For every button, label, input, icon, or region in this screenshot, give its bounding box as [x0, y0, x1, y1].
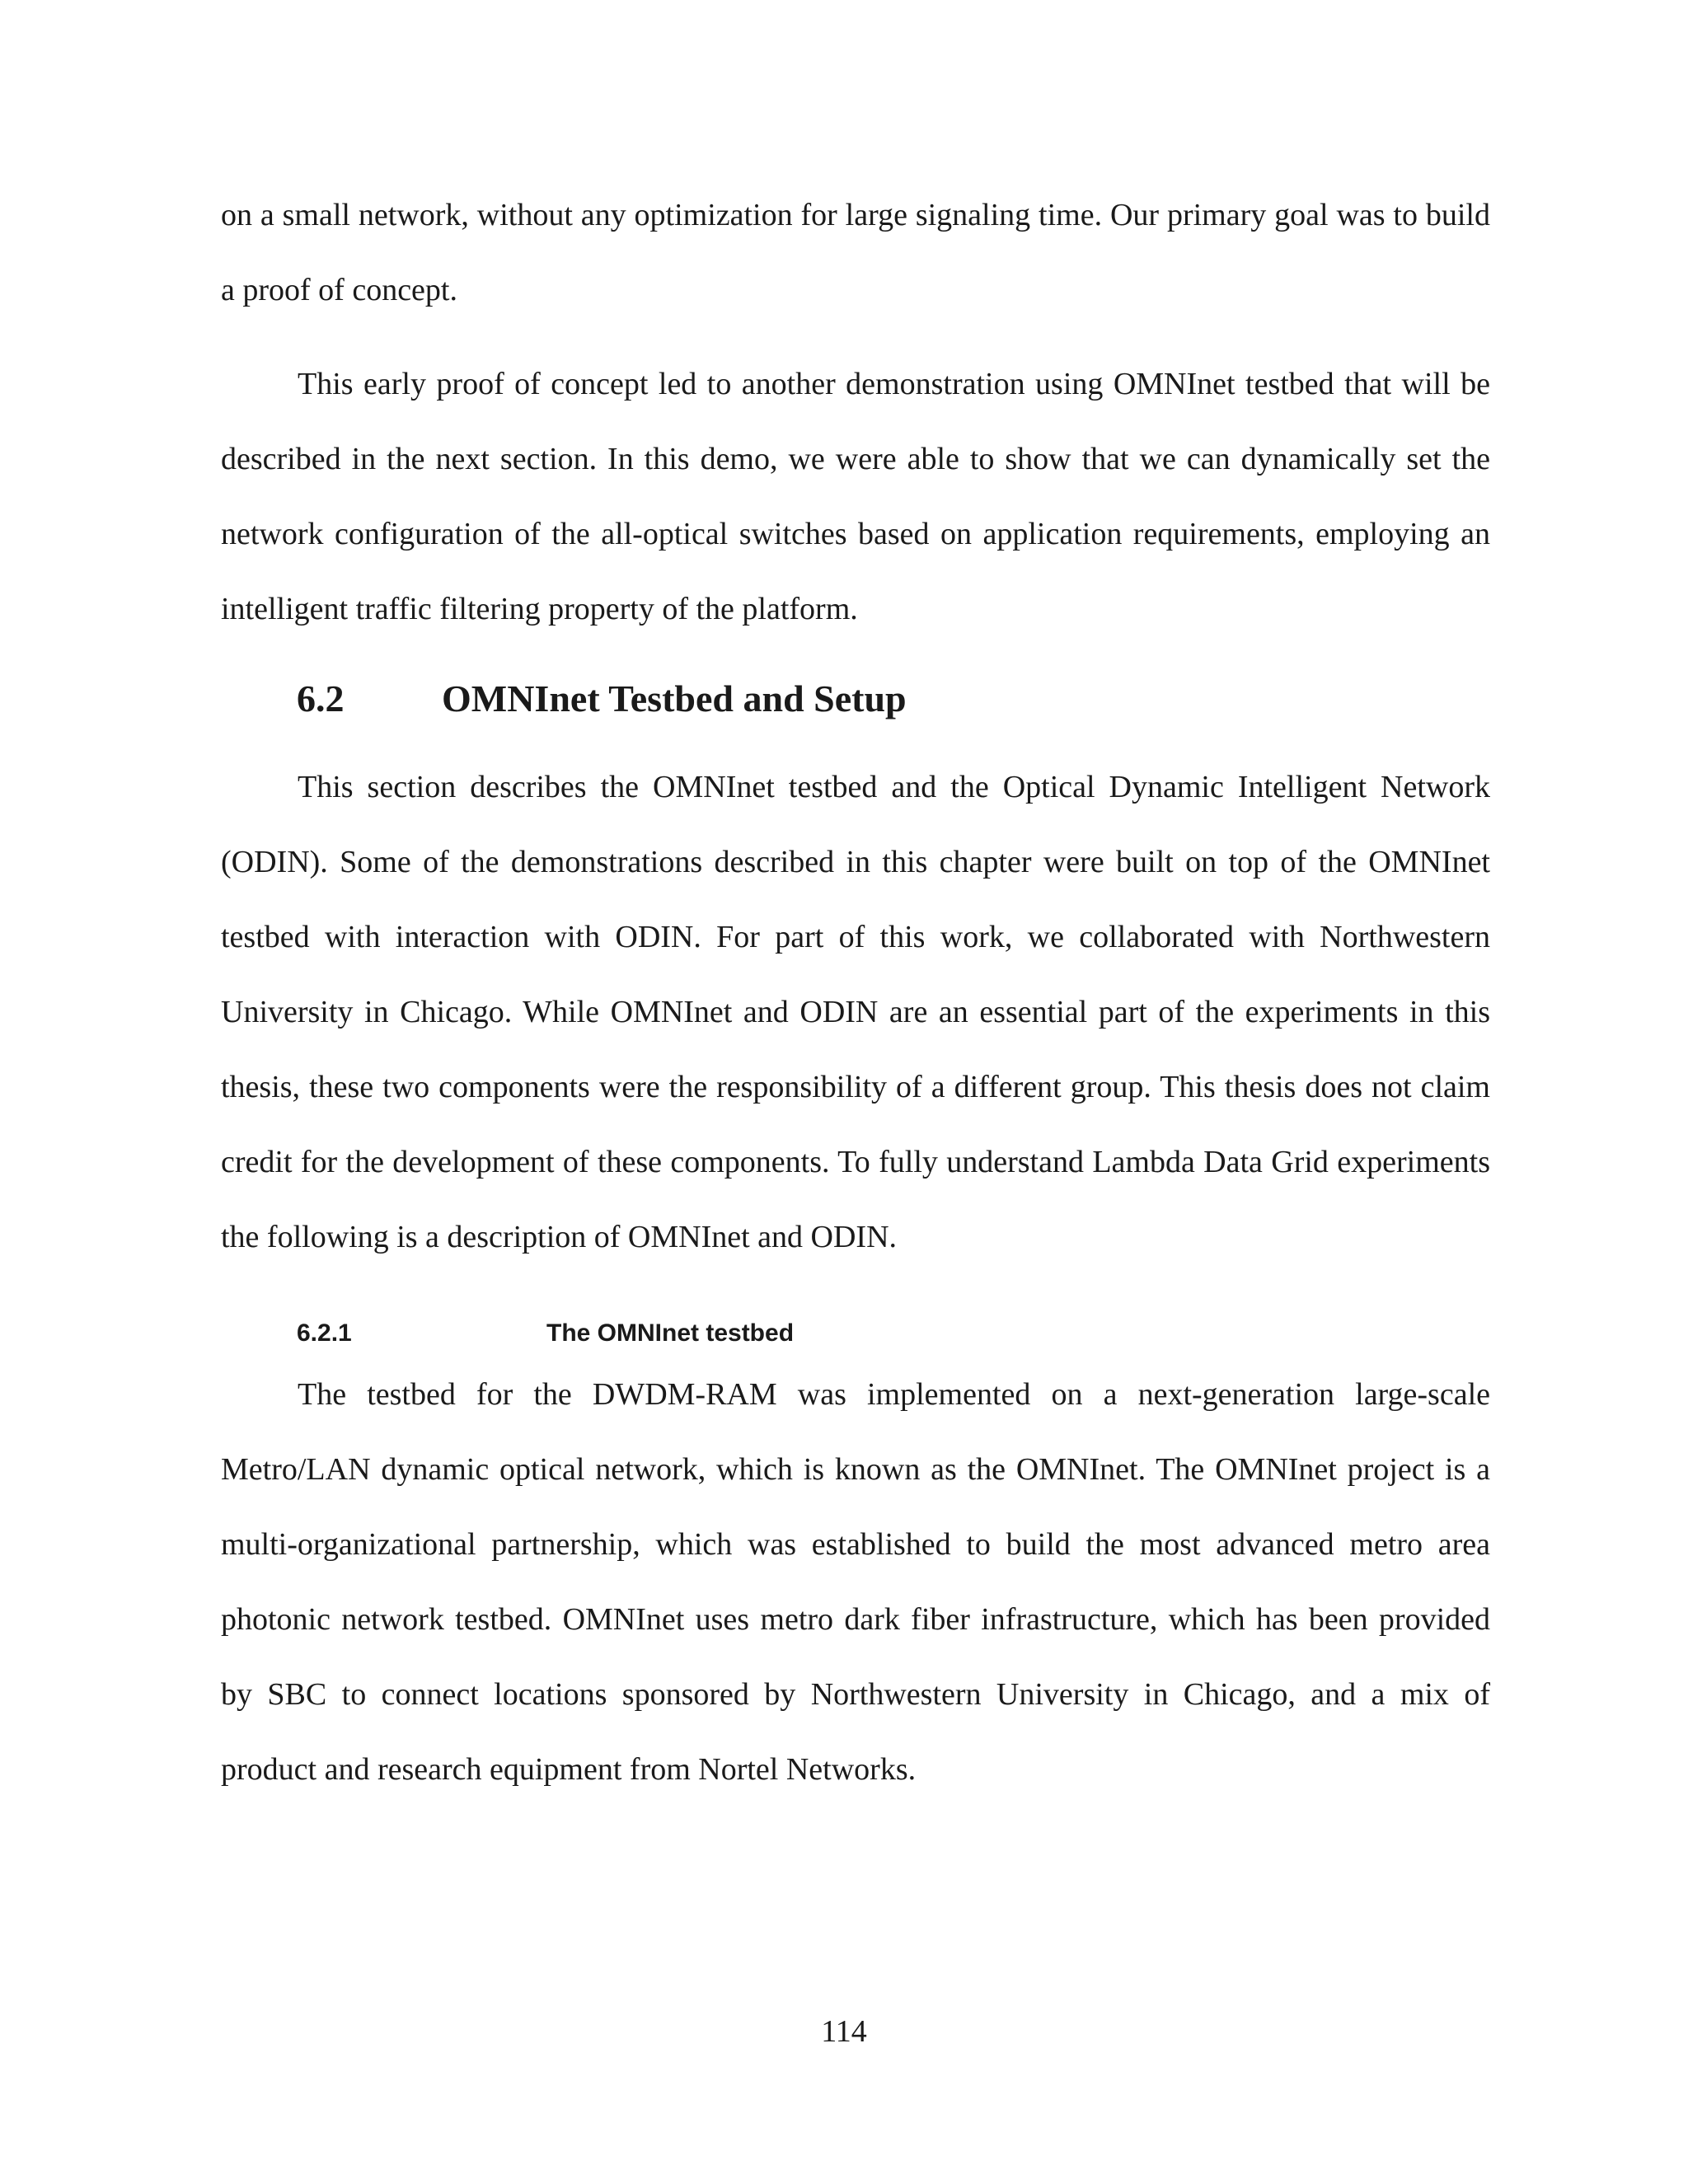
paragraph-testbed-details: The testbed for the DWDM-RAM was implemented on a next-generation large-scale Metro/LAN dynamic optical network, which is known as the OMNInet. The OMNInet project is a multi-organizational partnership, which was established to build the most advanced metro area photonic network testbed. OMNInet uses metro dark fiber infrastructure, which has been provided by SBC to connect locations sponsored by Northwestern University in Chicago, and a mix of product and research equipment from Nortel Networks. — [221, 1377, 1490, 1787]
page-number: 114 — [821, 2014, 867, 2049]
section-title: OMNInet Testbed and Setup — [442, 677, 907, 719]
subsection-heading — [297, 1317, 794, 1350]
subsection-number: 6.2.1 — [297, 1319, 352, 1347]
section-number: 6.2 — [297, 677, 345, 719]
subsection-title: The OMNInet testbed — [546, 1319, 795, 1347]
paragraph-omninet-description: This section describes the OMNInet testbed and the Optical Dynamic Intelligent Network (ODIN). Some of the demonstrations described in this chapter were built on top of the OMNInet testbed with interaction with ODIN. For part of this work, we collaborated with Northwestern University in Chicago. While OMNInet and ODIN are an essential part of the experiments in this thesis, these two components were the responsibility of a different group. This thesis does not claim credit for the development of these components. To fully understand Lambda Data Grid experiments the following is a description of OMNInet and ODIN. — [221, 770, 1490, 1254]
paragraph-intro-continuation: on a small network, without any optimization for large signaling time. Our primary goal was to build a proof of concept. — [221, 198, 1490, 307]
section-heading — [297, 674, 907, 724]
paragraph-proof-of-concept: This early proof of concept led to another demonstration using OMNInet testbed that will be described in the next section. In this demo, we were able to show that we can dynamically set the network configuration of the all-optical switches based on application requirements, employing an intelligent traffic filtering property of the platform. — [221, 367, 1490, 626]
